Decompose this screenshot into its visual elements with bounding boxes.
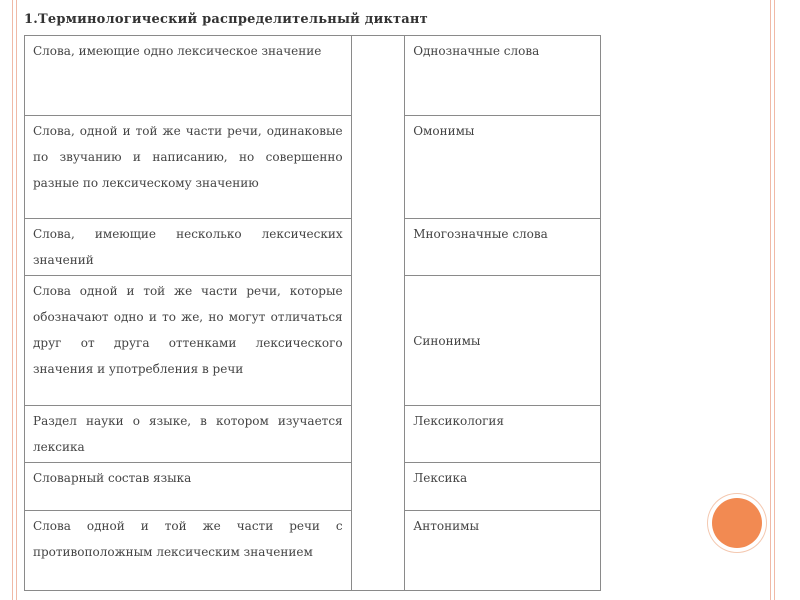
term-cell: Однозначные слова: [405, 36, 601, 116]
table-row: [25, 463, 601, 511]
term-cell: Синонимы: [405, 276, 601, 406]
page-title: 1.Терминологический распределительный диктант: [24, 12, 428, 27]
table-row: [25, 511, 601, 591]
definition-cell: Слова, имеющие несколько лексических значений: [25, 219, 352, 276]
table-row: [25, 276, 601, 406]
definition-cell: Слова, одной и той же части речи, одинаковые по звучанию и написанию, но совершенно разные по лексическому значению: [25, 116, 352, 219]
table-row: [25, 116, 601, 219]
definition-cell: Слова одной и той же части речи с противоположным лексическим значением: [25, 511, 352, 591]
decorative-circle: [712, 498, 762, 548]
dictation-table: [24, 35, 601, 591]
slide-border-right-outer: [770, 0, 771, 600]
slide-border-left-inner: [16, 0, 17, 600]
definition-cell: Раздел науки о языке, в котором изучается лексика: [25, 406, 352, 463]
slide-border-left-outer: [12, 0, 13, 600]
term-cell: Омонимы: [405, 116, 601, 219]
term-cell: Лексика: [405, 463, 601, 511]
term-cell: Лексикология: [405, 406, 601, 463]
definition-cell: Слова одной и той же части речи, которые обозначают одно и то же, но могут отличаться друг от друга оттенками лексического значения и употребления в речи: [25, 276, 352, 406]
slide-border-right-inner: [774, 0, 775, 600]
definition-cell: Слова, имеющие одно лексическое значение: [25, 36, 352, 116]
term-cell: Многозначные слова: [405, 219, 601, 276]
term-cell: Антонимы: [405, 511, 601, 591]
answer-column: [351, 36, 405, 591]
table-row: [25, 406, 601, 463]
table-row: [25, 36, 601, 116]
table-row: [25, 219, 601, 276]
definition-cell: Словарный состав языка: [25, 463, 352, 511]
